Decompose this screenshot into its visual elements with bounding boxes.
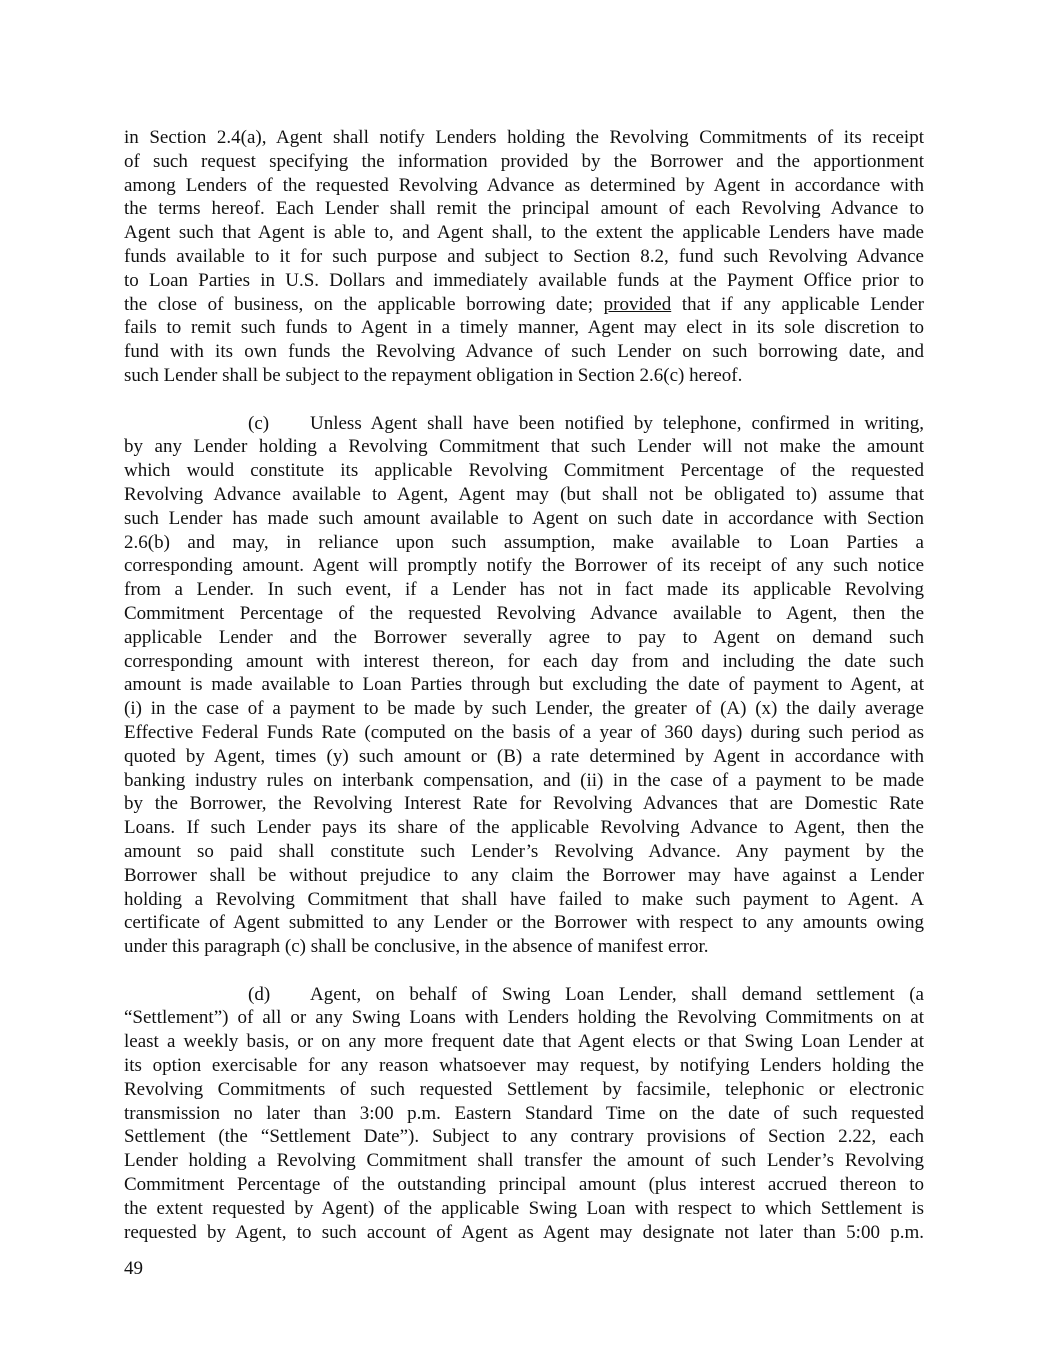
paragraph-label: (c) <box>248 412 270 434</box>
text-line: corresponding amount. Agent will promptly notify the Borrower of its receipt of any such notice <box>124 555 924 577</box>
text-segment: Agent, on behalf of Swing Loan Lender, shall demand settlement (a <box>310 983 924 1005</box>
text-line: which would constitute its applicable Revolving Commitment Percentage of the requested <box>124 460 924 482</box>
text-line: under this paragraph (c) shall be conclusive, in the absence of manifest error. <box>124 936 709 958</box>
text-line: “Settlement”) of all or any Swing Loans with Lenders holding the Revolving Commitments on at <box>124 1007 924 1029</box>
text-line: banking industry rules on interbank compensation, and (ii) in the case of a payment to be made <box>124 769 924 791</box>
paragraph-b-continued <box>124 126 924 388</box>
text-line: Settlement (the “Settlement Date”). Subject to any contrary provisions of Section 2.22, each <box>124 1126 924 1148</box>
text-line: to Loan Parties in U.S. Dollars and immediately available funds at the Payment Office prior to <box>124 269 924 291</box>
text-line: Revolving Commitments of such requested Settlement by facsimile, telephonic or electronic <box>124 1078 924 1100</box>
text-line: Borrower shall be without prejudice to any claim the Borrower may have against a Lender <box>124 864 924 886</box>
text-line: amount so paid shall constitute such Lender’s Revolving Advance. Any payment by the <box>124 840 924 862</box>
text-line: the extent requested by Agent) of the applicable Swing Loan with respect to which Settlement is <box>124 1197 924 1219</box>
paragraph-label: (d) <box>248 983 271 1005</box>
text-segment: that if any applicable Lender <box>671 293 924 315</box>
text-line: Loans. If such Lender pays its share of the applicable Revolving Advance to Agent, then the <box>124 817 924 839</box>
text-line: holding a Revolving Commitment that shall have failed to make such payment to Agent. A <box>124 888 924 910</box>
text-line: applicable Lender and the Borrower severally agree to pay to Agent on demand such <box>124 626 924 648</box>
text-line: requested by Agent, to such account of Agent as Agent may designate not later than 5:00 p.m. <box>124 1221 924 1243</box>
text-line: 2.6(b) and may, in reliance upon such assumption, make available to Loan Parties a <box>124 531 924 553</box>
text-line: in Section 2.4(a), Agent shall notify Lenders holding the Revolving Commitments of its receipt <box>124 127 924 148</box>
text-line: corresponding amount with interest thereon, for each day from and including the date such <box>124 650 924 672</box>
text-line: among Lenders of the requested Revolving Advance as determined by Agent in accordance with <box>124 174 924 196</box>
text-line: Commitment Percentage of the requested Revolving Advance available to Agent, then the <box>124 602 924 624</box>
paragraph-c <box>124 412 924 959</box>
page-number: 49 <box>124 1258 143 1279</box>
text-line: quoted by Agent, times (y) such amount or (B) a rate determined by Agent in accordance with <box>124 745 924 767</box>
text-segment: Unless Agent shall have been notified by telephone, confirmed in writing, <box>310 412 924 434</box>
text-line: from a Lender. In such event, if a Lender has not in fact made its applicable Revolving <box>124 579 924 601</box>
text-line: least a weekly basis, or on any more frequent date that Agent elects or that Swing Loan Lender at <box>124 1031 924 1053</box>
text-line: (i) in the case of a payment to be made by such Lender, the greater of (A) (x) the daily average <box>124 698 924 720</box>
text-line: the terms hereof. Each Lender shall remit the principal amount of each Revolving Advance to <box>124 198 924 220</box>
text-line: fails to remit such funds to Agent in a timely manner, Agent may elect in its sole discretion to <box>124 317 924 339</box>
text-line: its option exercisable for any reason whatsoever may request, by notifying Lenders holding the <box>124 1055 924 1077</box>
text-line: fund with its own funds the Revolving Advance of such Lender on such borrowing date, and <box>124 341 924 363</box>
text-line: of such request specifying the information provided by the Borrower and the apportionment <box>124 150 924 172</box>
text-line: Lender holding a Revolving Commitment shall transfer the amount of such Lender’s Revolving <box>124 1150 924 1172</box>
text-line: Commitment Percentage of the outstanding principal amount (plus interest accrued thereon to <box>124 1174 924 1196</box>
text-line <box>124 412 924 436</box>
document-body <box>124 126 924 1268</box>
text-line: funds available to it for such purpose and subject to Section 8.2, fund such Revolving Advance <box>124 245 924 267</box>
text-line: Revolving Advance available to Agent, Agent may (but shall not be obligated to) assume that <box>124 483 924 505</box>
text-line: Effective Federal Funds Rate (computed on the basis of a year of 360 days) during such period as <box>124 721 924 743</box>
text-line: by any Lender holding a Revolving Commitment that such Lender will not make the amount <box>124 436 924 458</box>
text-line: by the Borrower, the Revolving Interest Rate for Revolving Advances that are Domestic Rate <box>124 793 924 815</box>
text-line: transmission no later than 3:00 p.m. Eastern Standard Time on the date of such requested <box>124 1102 924 1124</box>
text-line: such Lender shall be subject to the repayment obligation in Section 2.6(c) hereof. <box>124 364 743 386</box>
text-line: amount is made available to Loan Parties through but excluding the date of payment to Agent, at <box>124 674 924 696</box>
text-line: such Lender has made such amount available to Agent on such date in accordance with Section <box>124 507 924 529</box>
text-line: certificate of Agent submitted to any Lender or the Borrower with respect to any amounts owing <box>124 912 924 934</box>
text-line: Agent such that Agent is able to, and Agent shall, to the extent the applicable Lenders have made <box>124 222 924 244</box>
text-line <box>124 293 924 317</box>
text-segment: the close of business, on the applicable borrowing date; <box>124 293 604 315</box>
text-line <box>124 983 924 1007</box>
paragraph-d <box>124 983 924 1245</box>
underlined-term-provided: provided <box>603 293 672 315</box>
